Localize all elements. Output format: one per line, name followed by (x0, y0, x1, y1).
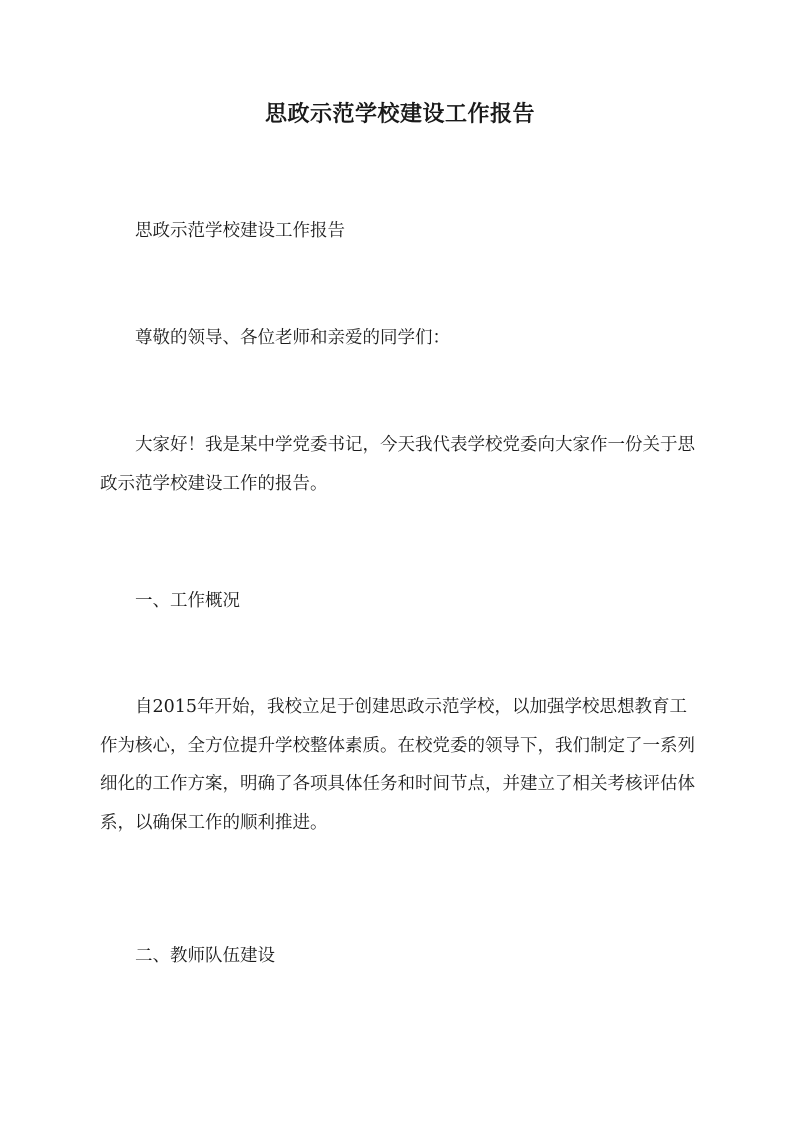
section-heading-teachers: 二、教师队伍建设 (135, 946, 275, 966)
section-body-overview: 自2015年开始，我校立足于创建思政示范学校，以加强学校思想教育工作为核心，全方位提升学校整体素质。在校党委的领导下，我们制定了一系列细化的工作方案，明确了各项具体任务和时间节点，并建立了相关考核评估体系，以确保工作的顺利推进。 (100, 697, 695, 833)
intro-paragraph: 大家好！我是某中学党委书记，今天我代表学校党委向大家作一份关于思政示范学校建设工作的报告。 (100, 435, 695, 494)
document-title: 思政示范学校建设工作报告 (264, 101, 535, 127)
section-heading-overview: 一、工作概况 (135, 591, 240, 611)
greeting-paragraph: 尊敬的领导、各位老师和亲爱的同学们： (135, 328, 450, 348)
document-subtitle: 思政示范学校建设工作报告 (135, 221, 345, 241)
